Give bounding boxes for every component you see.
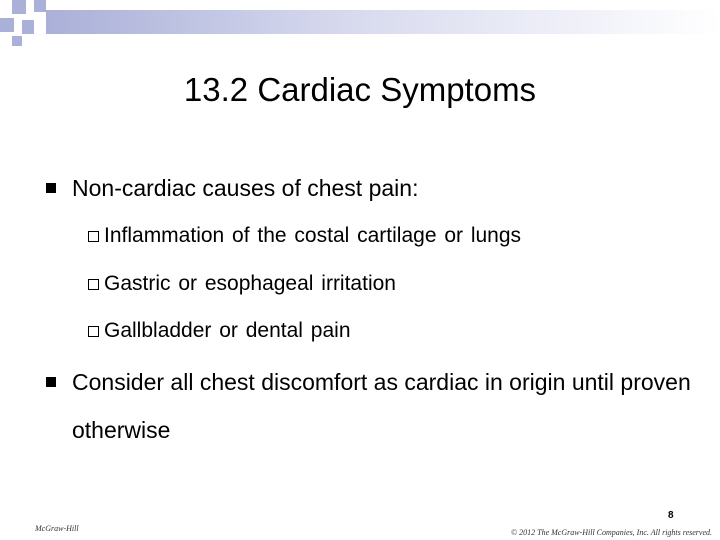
subbullet-box-icon (88, 279, 99, 290)
subbullet-text: Gallbladder or dental pain (104, 319, 351, 342)
header-gradient-bar (46, 10, 720, 34)
footer-copyright: © 2012 The McGraw-Hill Companies, Inc. All rights reserved. (511, 528, 712, 537)
deco-square (0, 18, 14, 32)
bullet-text: Non-cardiac causes of chest pain: (72, 175, 419, 201)
bullet-text: Consider all chest discomfort as cardiac in origin until proven otherwise (72, 369, 691, 443)
decorative-header (0, 0, 720, 48)
deco-square (12, 0, 26, 14)
bullet-square-icon (46, 377, 56, 387)
deco-square (12, 36, 22, 46)
footer-publisher: McGraw-Hill (35, 524, 79, 533)
page-number: 8 (668, 510, 674, 521)
subbullet-box-icon (88, 326, 99, 337)
deco-square (22, 20, 34, 34)
bullet-square-icon (46, 183, 56, 193)
subbullet-box-icon (88, 231, 99, 242)
slide-title: 13.2 Cardiac Symptoms (183, 71, 537, 108)
subbullet-text: Inflammation of the costal cartilage or lungs (104, 224, 522, 247)
deco-square (34, 0, 46, 12)
subbullet-text: Gastric or esophageal irritation (104, 272, 396, 295)
